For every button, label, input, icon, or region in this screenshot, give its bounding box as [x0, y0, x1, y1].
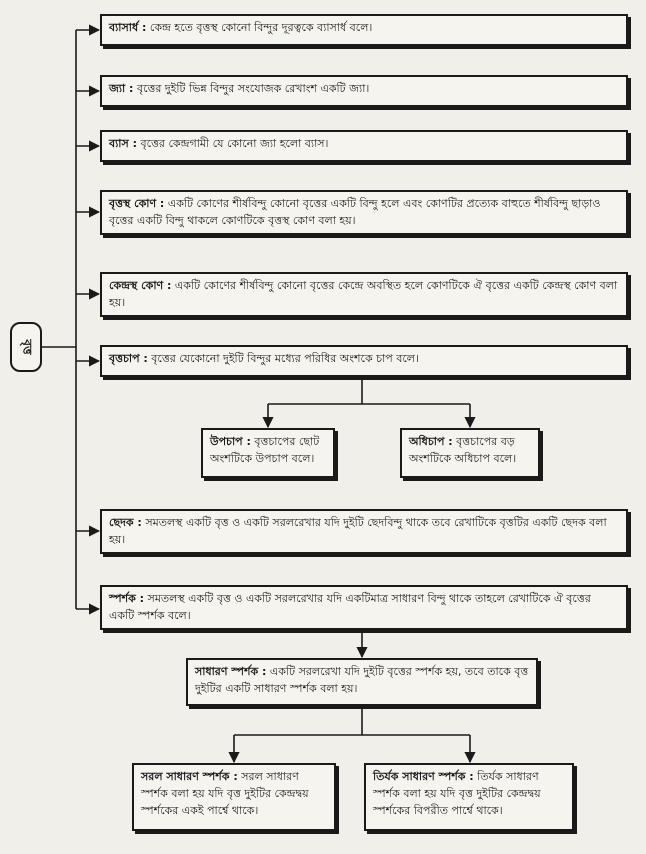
term-central-angle: কেন্দ্রস্থ কোণ :: [109, 279, 172, 292]
definition-arc: বৃত্তের যেকোনো দুইটি বিন্দুর মধ্যের পরিধির অংশকে চাপ বলে।: [147, 352, 419, 365]
node-diameter: [100, 130, 628, 162]
root-node-circle: [10, 322, 42, 372]
definition-inscribed-angle: একটি কোণের শীর্ষবিন্দু কোনো বৃত্তের একটি বিন্দু হলে এবং কোণটির প্রত্যেক বাহুতে শীর্ষবিন্দু ছাড়াও বৃত্তের একটি বিন্দু থাকলে কোণটিকে বৃত্তস্থ কোণ বলা হয়।: [109, 197, 601, 227]
term-secant: ছেদক :: [109, 516, 142, 529]
node-arc: [100, 345, 628, 377]
definition-central-angle: একটি কোণের শীর্ষবিন্দু কোনো বৃত্তের কেন্দ্রে অবস্থিত হলে কোণটিকে ঐ বৃত্তের একটি কেন্দ্রস্থ কোণ বলা হয়।: [109, 279, 618, 309]
definition-major-arc: বৃত্তচাপের বড় অংশটিকে অধিচাপ বলে।: [409, 435, 517, 465]
term-major-arc: অধিচাপ :: [409, 435, 453, 448]
definition-minor-arc: বৃত্তচাপের ছোট অংশটিকে উপচাপ বলে।: [210, 435, 320, 465]
term-tangent: স্পর্শক :: [109, 592, 145, 605]
term-direct-common-tangent: সরল সাধারণ স্পর্শক :: [141, 770, 238, 783]
node-major-arc: [400, 428, 540, 478]
term-common-tangent: সাধারণ স্পর্শক :: [195, 665, 267, 678]
term-minor-arc: উপচাপ :: [210, 435, 251, 448]
node-inscribed-angle: [100, 190, 628, 235]
term-transverse-common-tangent: তির্যক সাধারণ স্পর্শক :: [373, 770, 474, 783]
definition-tangent: সমতলস্থ একটি বৃত্ত ও একটি সরলরেখার যদি একটিমাত্র সাধারণ বিন্দু থাকে তাহলে রেখাটিকে ঐ বৃত্তের একটি স্পর্শক বলে।: [109, 592, 591, 622]
root-label: বৃত্ত: [20, 339, 35, 355]
term-radius: ব্যাসার্ধ :: [109, 21, 147, 34]
node-minor-arc: [201, 428, 335, 478]
definition-transverse-common-tangent: তির্যক সাধারণ স্পর্শক বলা হয় যদি বৃত্ত দুইটির কেন্দ্রদ্বয় স্পর্শকের বিপরীত পার্শ্বে থাকে।: [373, 770, 541, 817]
node-direct-common-tangent: [132, 763, 336, 831]
node-common-tangent: [186, 658, 538, 706]
node-radius: [100, 14, 628, 46]
term-diameter: ব্যাস :: [109, 137, 137, 150]
node-transverse-common-tangent: [364, 763, 574, 831]
definition-diameter: বৃত্তের কেন্দ্রগামী যে কোনো জ্যা হলো ব্যাস।: [137, 137, 329, 150]
definition-radius: কেন্দ্র হতে বৃত্তস্থ কোনো বিন্দুর দূরত্বকে ব্যাসার্ধ বলে।: [146, 21, 373, 34]
node-tangent: [100, 585, 628, 630]
definition-common-tangent: একটি সরলরেখা যদি দুইটি বৃত্তের স্পর্শক হয়, তবে তাকে বৃত্ত দুইটির একটি সাধারণ স্পর্শক বলা হয়।: [195, 665, 529, 695]
term-chord: জ্যা :: [109, 82, 134, 95]
term-inscribed-angle: বৃত্তস্থ কোণ :: [109, 197, 165, 210]
node-secant: [100, 509, 628, 554]
definition-direct-common-tangent: সরল সাধারণ স্পর্শক বলা হয় যদি বৃত্ত দুইটির কেন্দ্রদ্বয় স্পর্শকের একই পার্শ্বে থাকে।: [141, 770, 309, 817]
node-central-angle: [100, 272, 628, 317]
node-chord: [100, 75, 628, 107]
definition-secant: সমতলস্থ একটি বৃত্ত ও একটি সরলরেখার যদি দুইটি ছেদবিন্দু থাকে তবে রেখাটিকে বৃত্তটির একটি ছেদক বলা হয়।: [109, 516, 607, 546]
term-arc: বৃত্তচাপ :: [109, 352, 148, 365]
definition-chord: বৃত্তের দুইটি ভিন্ন বিন্দুর সংযোজক রেখাংশ একটি জ্যা।: [133, 82, 370, 95]
